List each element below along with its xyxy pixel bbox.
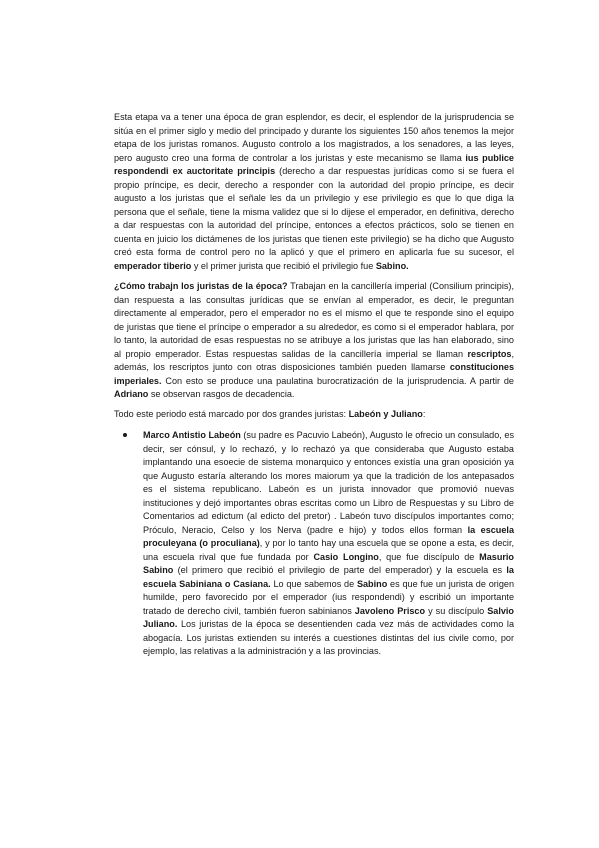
term-sabino: Sabino bbox=[356, 578, 388, 589]
text-run: Los juristas de la época se desentienden cada vez más de actividades como la abogacía. Los juristas extienden su interés a cuestiones distintas del ius civile como, por ejemplo, las relativas a la administración y a las provincias. bbox=[143, 619, 514, 656]
text-run: , además, los rescriptos junto con otras disposiciones también pueden llamarse bbox=[114, 348, 514, 372]
text-run: y su discípulo bbox=[425, 605, 488, 616]
list-item-labeon bbox=[114, 429, 514, 659]
term-constituciones-imperiales: constituciones imperiales. bbox=[114, 362, 514, 386]
term-salvio-juliano: Salvio Juliano. bbox=[143, 605, 514, 629]
text-run: Todo este periodo está marcado por dos grandes juristas: bbox=[114, 408, 349, 419]
text-run: es que fue un jurista de origen humilde, pero favorecido por el emperador (ius respondendi) y escribió un importante tratado de derecho civil, también fueron sabinianos bbox=[143, 578, 514, 616]
jurists-list bbox=[114, 429, 514, 659]
term-emperador-tiberio: emperador tiberio bbox=[114, 260, 192, 271]
term-javoleno-prisco: Javoleno Prisco bbox=[354, 605, 426, 616]
term-rescriptos: rescriptos bbox=[467, 348, 512, 359]
paragraph-jurisprudence-splendor bbox=[114, 111, 514, 273]
text-run: Con esto se produce una paulatina burocratización de la jurisprudencia. A partir de bbox=[161, 375, 514, 386]
document-body bbox=[114, 111, 514, 665]
term-sabino: Sabino. bbox=[375, 260, 409, 271]
text-run: , y por lo tanto hay una escuela que se opone a esta, es decir, una escuela rival que fue fundada por bbox=[143, 538, 514, 562]
term-adriano: Adriano bbox=[114, 389, 149, 399]
question-heading: ¿Cómo trabajn los juristas de la época? bbox=[114, 281, 288, 291]
text-run: se observan rasgos de decadencia. bbox=[148, 389, 295, 399]
paragraph-how-jurists-work bbox=[114, 280, 514, 402]
text-run: , que fue discípulo de bbox=[378, 551, 480, 562]
text-run: Lo que sabemos de bbox=[270, 578, 357, 589]
text-run: Trabajan en la cancillería imperial (Consilium principis), dan respuesta a las consultas jurídicas que se envían al emperador, es decir, le preguntan directamente al emperador, pero el emperador no es el mismo el que te responde sino el equipo de juristas que tiene el príncipe o emperador a su alrededor, es como si el emperador hablara, por lo tanto, la autoridad de esas respuestas no se atribuye a los juristas que las han elaborado, sino al propio emperador. Estas respuestas salidas de la cancillería imperial se llaman bbox=[114, 281, 514, 359]
text-run: : bbox=[422, 408, 426, 419]
term-escuela-proculeyana: la escuela proculeyana (o proculiana) bbox=[143, 524, 515, 548]
term-ius-publice-respondendi: ius publice respondendi ex auctoritate principis bbox=[114, 152, 514, 176]
term-casio-longino: Casio Longino bbox=[313, 551, 379, 562]
text-run: (el primero que recibió el privilegio de parte del emperador) y la escuela es bbox=[173, 565, 507, 575]
term-masurio-sabino: Masurio Sabino bbox=[143, 551, 514, 575]
term-marco-antistio-labeon: Marco Antistio Labeón bbox=[143, 430, 241, 440]
text-run: Esta etapa va a tener una época de gran esplendor, es decir, el esplendor de la jurisprudencia se sitúa en el primer siglo y medio del principado y durante los siguientes 150 años tenemos la mejor etapa de los juristas romanos. Augusto controlo a los magistrados, a los senadores, a las leyes, pero augusto creo una forma de controlar a los juristas y este mecanismo se llama bbox=[114, 112, 514, 163]
paragraph-two-great-jurists bbox=[114, 408, 514, 422]
term-escuela-sabiniana: la escuela Sabiniana o Casiana. bbox=[143, 565, 514, 589]
text-run: y el primer jurista que recibió el privilegio fue bbox=[191, 260, 376, 271]
term-labeon-y-juliano: Labeón y Juliano bbox=[348, 408, 423, 419]
text-run: (derecho a dar respuestas jurídicas como si se fuera el propio príncipe, es decir, derecho a responder con la autoridad del propio príncipe, es decir augusto a los juristas que el señale les da un privilegio y ese privilegio es que lo que diga la persona que el señale, tiene la misma validez que si lo dijese el emperador, en definitiva, derecho a dar respuestas con la autoridad del príncipe, entonces a efectos prácticos, solo se tienen en cuenta en juicio los dictámenes de los juristas que tienen este privilegio) se ha dicho que Augusto creó esta forma de control pero no la aplicó y que el primero en aplicarla fue su sucesor, el bbox=[114, 166, 514, 257]
text-run: (su padre es Pacuvio Labeón), Augusto le ofrecio un consulado, es decir, ser cónsul, y lo rechazó, y lo rechazó ya que consideraba que Augusto estaba implantando una esoecie de sistema monarquico y entonces existía una gran oposición ya que Augusto estaría alterando los mores maiorum ya que la tradición de los antepasados es el sistema republicano. Labeón es un jurista innovador que promovió nuevas instituciones y dejó importantes obras escritas como un Libro de Respuestas y su Libro de Comentarios ad edictum (al edicto del pretor) . Labeón tuvo discípulos importantes como; Próculo, Neracio, Celso y los Nerva (padre e hijo) y todos ellos forman bbox=[143, 430, 514, 535]
bullet-icon bbox=[123, 433, 127, 437]
